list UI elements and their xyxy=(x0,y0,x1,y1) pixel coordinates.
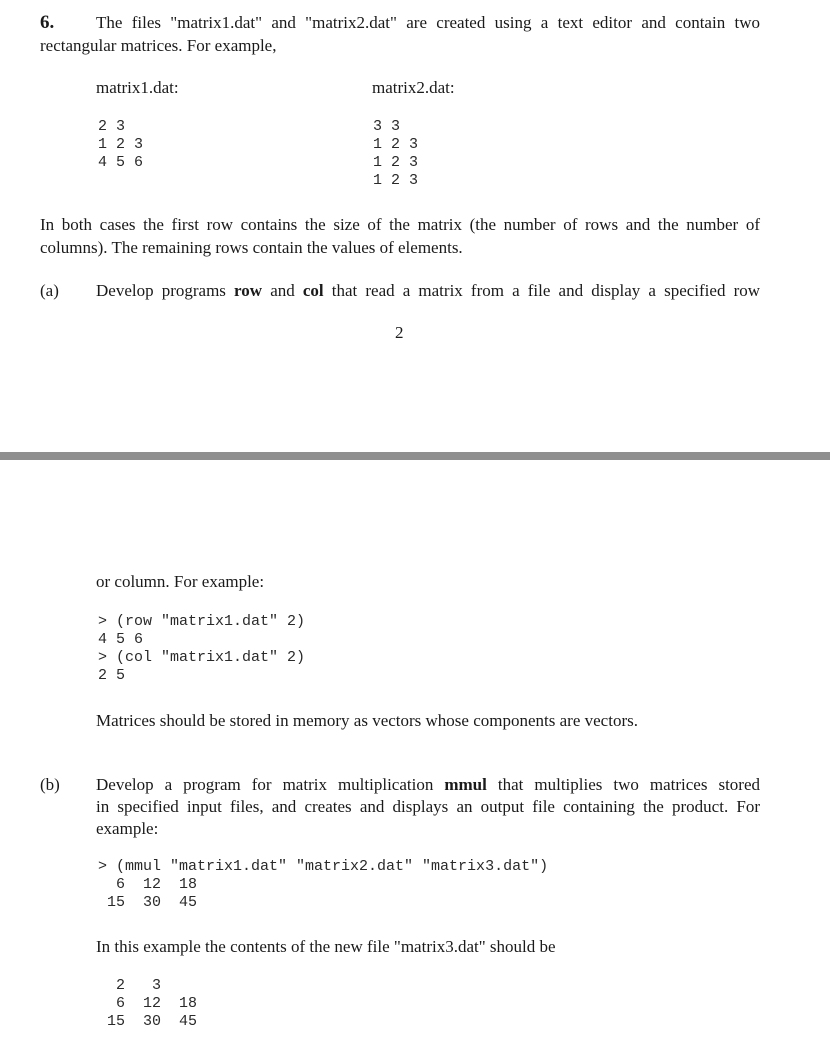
continuation-text: or column. For example: xyxy=(96,572,265,591)
part-b-line-1 xyxy=(96,774,760,796)
part-b-text-2: that multiplies two matrices stored xyxy=(497,775,761,794)
page-divider xyxy=(0,452,830,460)
matrix2-content: 3 3 1 2 3 1 2 3 1 2 3 xyxy=(373,118,419,189)
part-b-label: (b) xyxy=(40,775,60,794)
question-number: 6. xyxy=(40,12,55,33)
row-keyword: row xyxy=(234,281,263,300)
part-b-line-2: in specified input files, and creates and displays an output file containing the product. For xyxy=(96,797,760,816)
part-a-text xyxy=(96,280,760,302)
code-example-b: > (mmul "matrix1.dat" "matrix2.dat" "matrix3.dat") 6 12 18 15 30 45 xyxy=(98,858,549,911)
matrix1-label: matrix1.dat: xyxy=(96,78,179,97)
part-a-text-3: that read a matrix from a file and display a specified row xyxy=(331,281,761,300)
vectors-note: Matrices should be stored in memory as vectors whose components are vectors. xyxy=(96,711,638,730)
part-a-label: (a) xyxy=(40,281,59,300)
intro-line-1: The files "matrix1.dat" and "matrix2.dat" are created using a text editor and contain two xyxy=(96,13,760,32)
page-number: 2 xyxy=(395,323,404,342)
part-b-text-1: Develop a program for matrix multiplication xyxy=(96,775,434,794)
intro-line-2: rectangular matrices. For example, xyxy=(40,36,277,55)
col-keyword: col xyxy=(302,281,324,300)
code-example-a: > (row "matrix1.dat" 2) 4 5 6 > (col "matrix1.dat" 2) 2 5 xyxy=(98,613,306,684)
contents-note: In this example the contents of the new file "matrix3.dat" should be xyxy=(96,937,556,956)
part-a-text-1: Develop programs xyxy=(96,281,226,300)
mmul-keyword: mmul xyxy=(444,775,487,794)
matrix2-label: matrix2.dat: xyxy=(372,78,455,97)
part-a-text-2: and xyxy=(270,281,295,300)
code-example-c: 2 3 6 12 18 15 30 45 xyxy=(107,977,198,1030)
description-line-1: In both cases the first row contains the size of the matrix (the number of rows and the number of xyxy=(40,215,760,234)
matrix1-content: 2 3 1 2 3 4 5 6 xyxy=(98,118,144,171)
part-b-line-3: example: xyxy=(96,819,159,838)
description-line-2: columns). The remaining rows contain the values of elements. xyxy=(40,238,463,257)
